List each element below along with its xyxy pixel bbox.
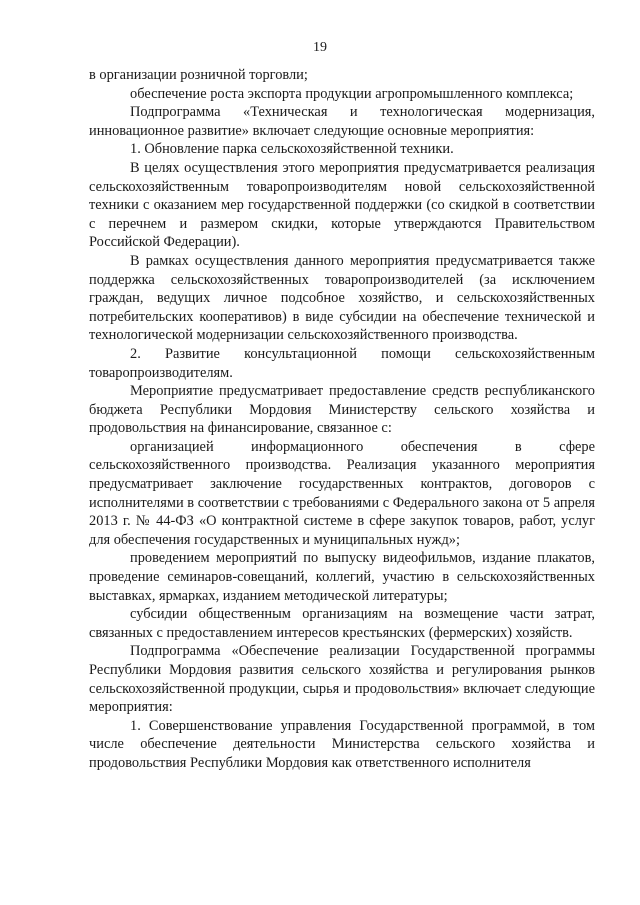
document-body	[89, 66, 595, 773]
paragraph: Подпрограмма «Техническая и технологическая модернизация, инновационное развитие» включает следующие основные мероприятия:	[89, 104, 595, 139]
paragraph: проведением мероприятий по выпуску видеофильмов, издание плакатов, проведение семинаров-совещаний, коллегий, участию в сельскохозяйственных выставках, ярмарках, изданием методической литературы;	[89, 550, 595, 604]
paragraph: субсидии общественным организациям на возмещение части затрат, связанных с предоставлением интересов крестьянских (фермерских) хозяйств.	[89, 606, 595, 641]
paragraph: Подпрограмма «Обеспечение реализации Государственной программы Республики Мордовия развития сельского хозяйства и регулирования рынков сельскохозяйственной продукции, сырья и продовольствия» включает следующие мероприятия:	[89, 643, 595, 716]
paragraph: организацией информационного обеспечения в сфере сельскохозяйственного производства. Реализация указанного мероприятия предусматривает заключение государственных контрактов, договоров с исполнителями в соответствии с требованиями с Федерального закона от 5 апреля 2013 г. № 44-ФЗ «О контрактной системе в сфере закупок товаров, работ, услуг для обеспечения государственных и муниципальных нужд»;	[89, 438, 595, 548]
paragraph: 1. Совершенствование управления Государственной программой, в том числе обеспечение деятельности Министерства сельского хозяйства и продовольствия Республики Мордовия как ответственного исполнителя	[89, 717, 595, 771]
paragraph: в организации розничной торговли;	[89, 67, 308, 83]
paragraph: 1. Обновление парка сельскохозяйственной техники.	[130, 141, 454, 158]
paragraph: Мероприятие предусматривает предоставление средств республиканского бюджета Республики Мордовия Министерству сельского хозяйства и продовольствия на финансирование, связанное с:	[89, 383, 595, 437]
paragraph: В целях осуществления этого мероприятия предусматривается реализация сельскохозяйственным товаропроизводителям новой сельскохозяйственной техники с оказанием мер государственной поддержки (со скидкой в соответствии с перечнем и размером скидки, которые утверждаются Правительством Российской Федерации).	[89, 159, 595, 251]
paragraph: В рамках осуществления данного мероприятия предусматривается также поддержка сельскохозяйственных товаропроизводителей (за исключением граждан, ведущих личное подсобное хозяйство, и сельскохозяйственных потребительских кооперативов) в виде субсидии на обеспечение технической и технологической модернизации сельскохозяйственного производства.	[89, 252, 595, 344]
paragraph: обеспечение роста экспорта продукции агропромышленного комплекса;	[130, 85, 574, 102]
paragraph: 2. Развитие консультационной помощи сельскохозяйственным товаропроизводителям.	[89, 345, 595, 381]
page-number: 19	[313, 40, 327, 55]
